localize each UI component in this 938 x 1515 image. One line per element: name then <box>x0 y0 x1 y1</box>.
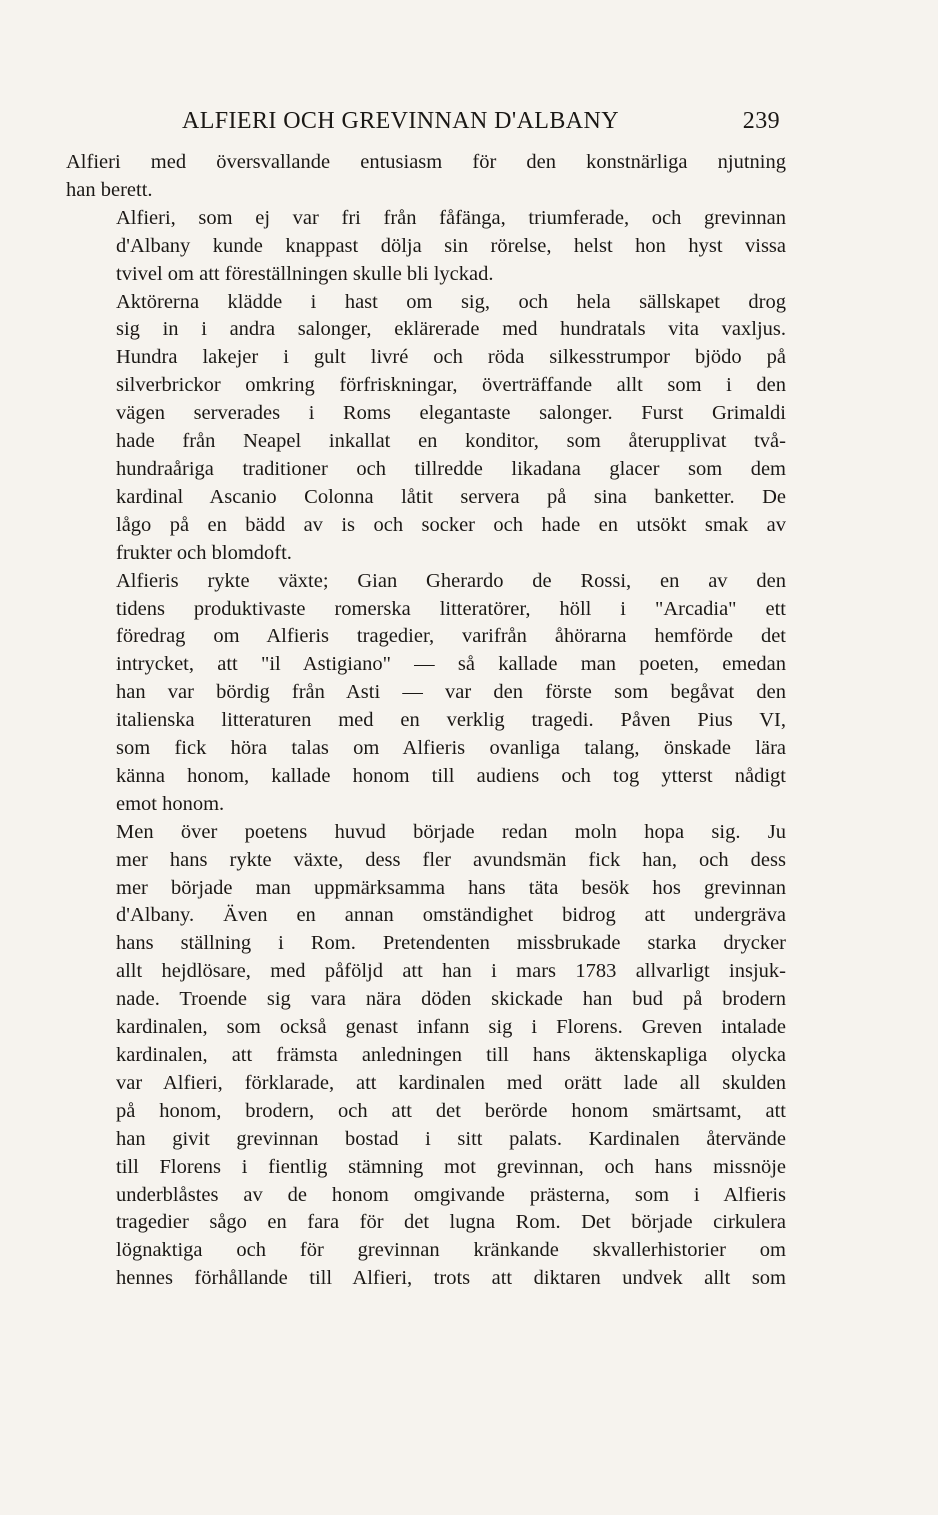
text-line: kardinalen, att främsta anledningen till hans äktenskapliga olycka <box>116 1044 786 1066</box>
text-line: Aktörerna klädde i hast om sig, och hela sällskapet drog <box>116 290 786 313</box>
text-line: mer hans rykte växte, dess fler avundsmän fick han, och dess <box>116 848 786 871</box>
text-line: föredrag om Alfieris tragedier, varifrån åhörarna hemförde det <box>116 625 786 648</box>
text-line: han givit grevinnan bostad i sitt palats. Kardinalen återvände <box>116 1127 786 1150</box>
text-line: lögnaktiga och för grevinnan kränkande skvallerhistorier om <box>116 1239 786 1262</box>
text-line: emot honom. <box>116 792 225 815</box>
text-line: kardinalen, som också genast infann sig i Florens. Greven intalade <box>116 1016 786 1039</box>
text-line: Men över poetens huvud började redan moln hopa sig. Ju <box>116 820 786 843</box>
book-page <box>66 106 786 1293</box>
text-line: lågo på en bädd av is och socker och hade en utsökt smak av <box>116 513 786 536</box>
text-line: tidens produktivaste romerska litteratörer, höll i "Arcadia" ett <box>116 597 786 620</box>
text-line: Alfieris rykte växte; Gian Gherardo de Rossi, en av den <box>116 569 786 592</box>
page-number: 239 <box>742 108 780 134</box>
paragraph <box>66 149 786 205</box>
text-line: till Florens i fientlig stämning mot grevinnan, och hans missnöje <box>116 1155 786 1178</box>
text-line: tvivel om att föreställningen skulle bli lyckad. <box>116 262 494 285</box>
text-line: silverbrickor omkring förfriskningar, överträffande allt som i den <box>116 374 786 397</box>
text-line: han var bördig från Asti — var den förste som begåvat den <box>116 681 786 704</box>
text-line: som fick höra talas om Alfieris ovanliga talang, önskade lära <box>116 737 786 760</box>
text-line: på honom, brodern, och att det berörde honom smärtsamt, att <box>116 1099 786 1122</box>
text-line: nade. Troende sig vara nära döden skickade han bud på brodern <box>116 988 786 1011</box>
text-line: hundraåriga traditioner och tillredde likadana glacer som dem <box>116 457 786 480</box>
text-line: hennes förhållande till Alfieri, trots att diktaren undvek allt som <box>116 1267 786 1290</box>
text-line: d'Albany kunde knappast dölja sin rörelse, helst hon hyst vissa <box>116 234 786 257</box>
text-line: sig in i andra salonger, eklärerade med hundratals vita vaxljus. <box>116 318 786 341</box>
text-line: Hundra lakejer i gult livré och röda silkesstrumpor bjödo på <box>116 346 786 369</box>
body-text <box>66 149 786 1293</box>
text-line: frukter och blomdoft. <box>116 541 292 564</box>
paragraph <box>66 289 786 568</box>
text-line: vägen serverades i Roms elegantaste salonger. Furst Grimaldi <box>116 402 786 425</box>
paragraph <box>66 819 786 1293</box>
text-line: var Alfieri, förklarade, att kardinalen med orätt lade all skulden <box>116 1071 786 1094</box>
text-line: Alfieri, som ej var fri från fåfänga, triumferade, och grevinnan <box>116 206 786 229</box>
text-line: känna honom, kallade honom till audiens och tog ytterst nådigt <box>116 764 786 787</box>
text-line: Alfieri med översvallande entusiasm för den konstnärliga njutning <box>66 151 786 173</box>
paragraph <box>66 568 786 819</box>
text-line: kardinal Ascanio Colonna låtit servera på sina banketter. De <box>116 485 786 508</box>
text-line: hade från Neapel inkallat en konditor, som återupplivat två- <box>116 430 786 453</box>
paragraph <box>66 205 786 289</box>
text-line: allt hejdlösare, med påföljd att han i mars 1783 allvarligt insjuk- <box>116 960 786 983</box>
text-line: mer började man uppmärksamma hans täta besök hos grevinnan <box>116 876 786 899</box>
text-line: hans ställning i Rom. Pretendenten missbrukade starka drycker <box>116 932 786 955</box>
text-line: tragedier sågo en fara för det lugna Rom. Det började cirkulera <box>116 1211 786 1234</box>
text-line: han berett. <box>66 178 153 201</box>
running-title: ALFIERI OCH GREVINNAN D'ALBANY <box>182 108 619 134</box>
text-line: d'Albany. Även en annan omständighet bidrog att undergräva <box>116 904 786 927</box>
text-line: underblåstes av de honom omgivande prästerna, som i Alfieris <box>116 1183 786 1206</box>
running-head <box>66 106 786 144</box>
text-line: intrycket, att "il Astigiano" — så kallade man poeten, emedan <box>116 653 786 676</box>
text-line: italienska litteraturen med en verklig tragedi. Påven Pius VI, <box>116 709 786 732</box>
